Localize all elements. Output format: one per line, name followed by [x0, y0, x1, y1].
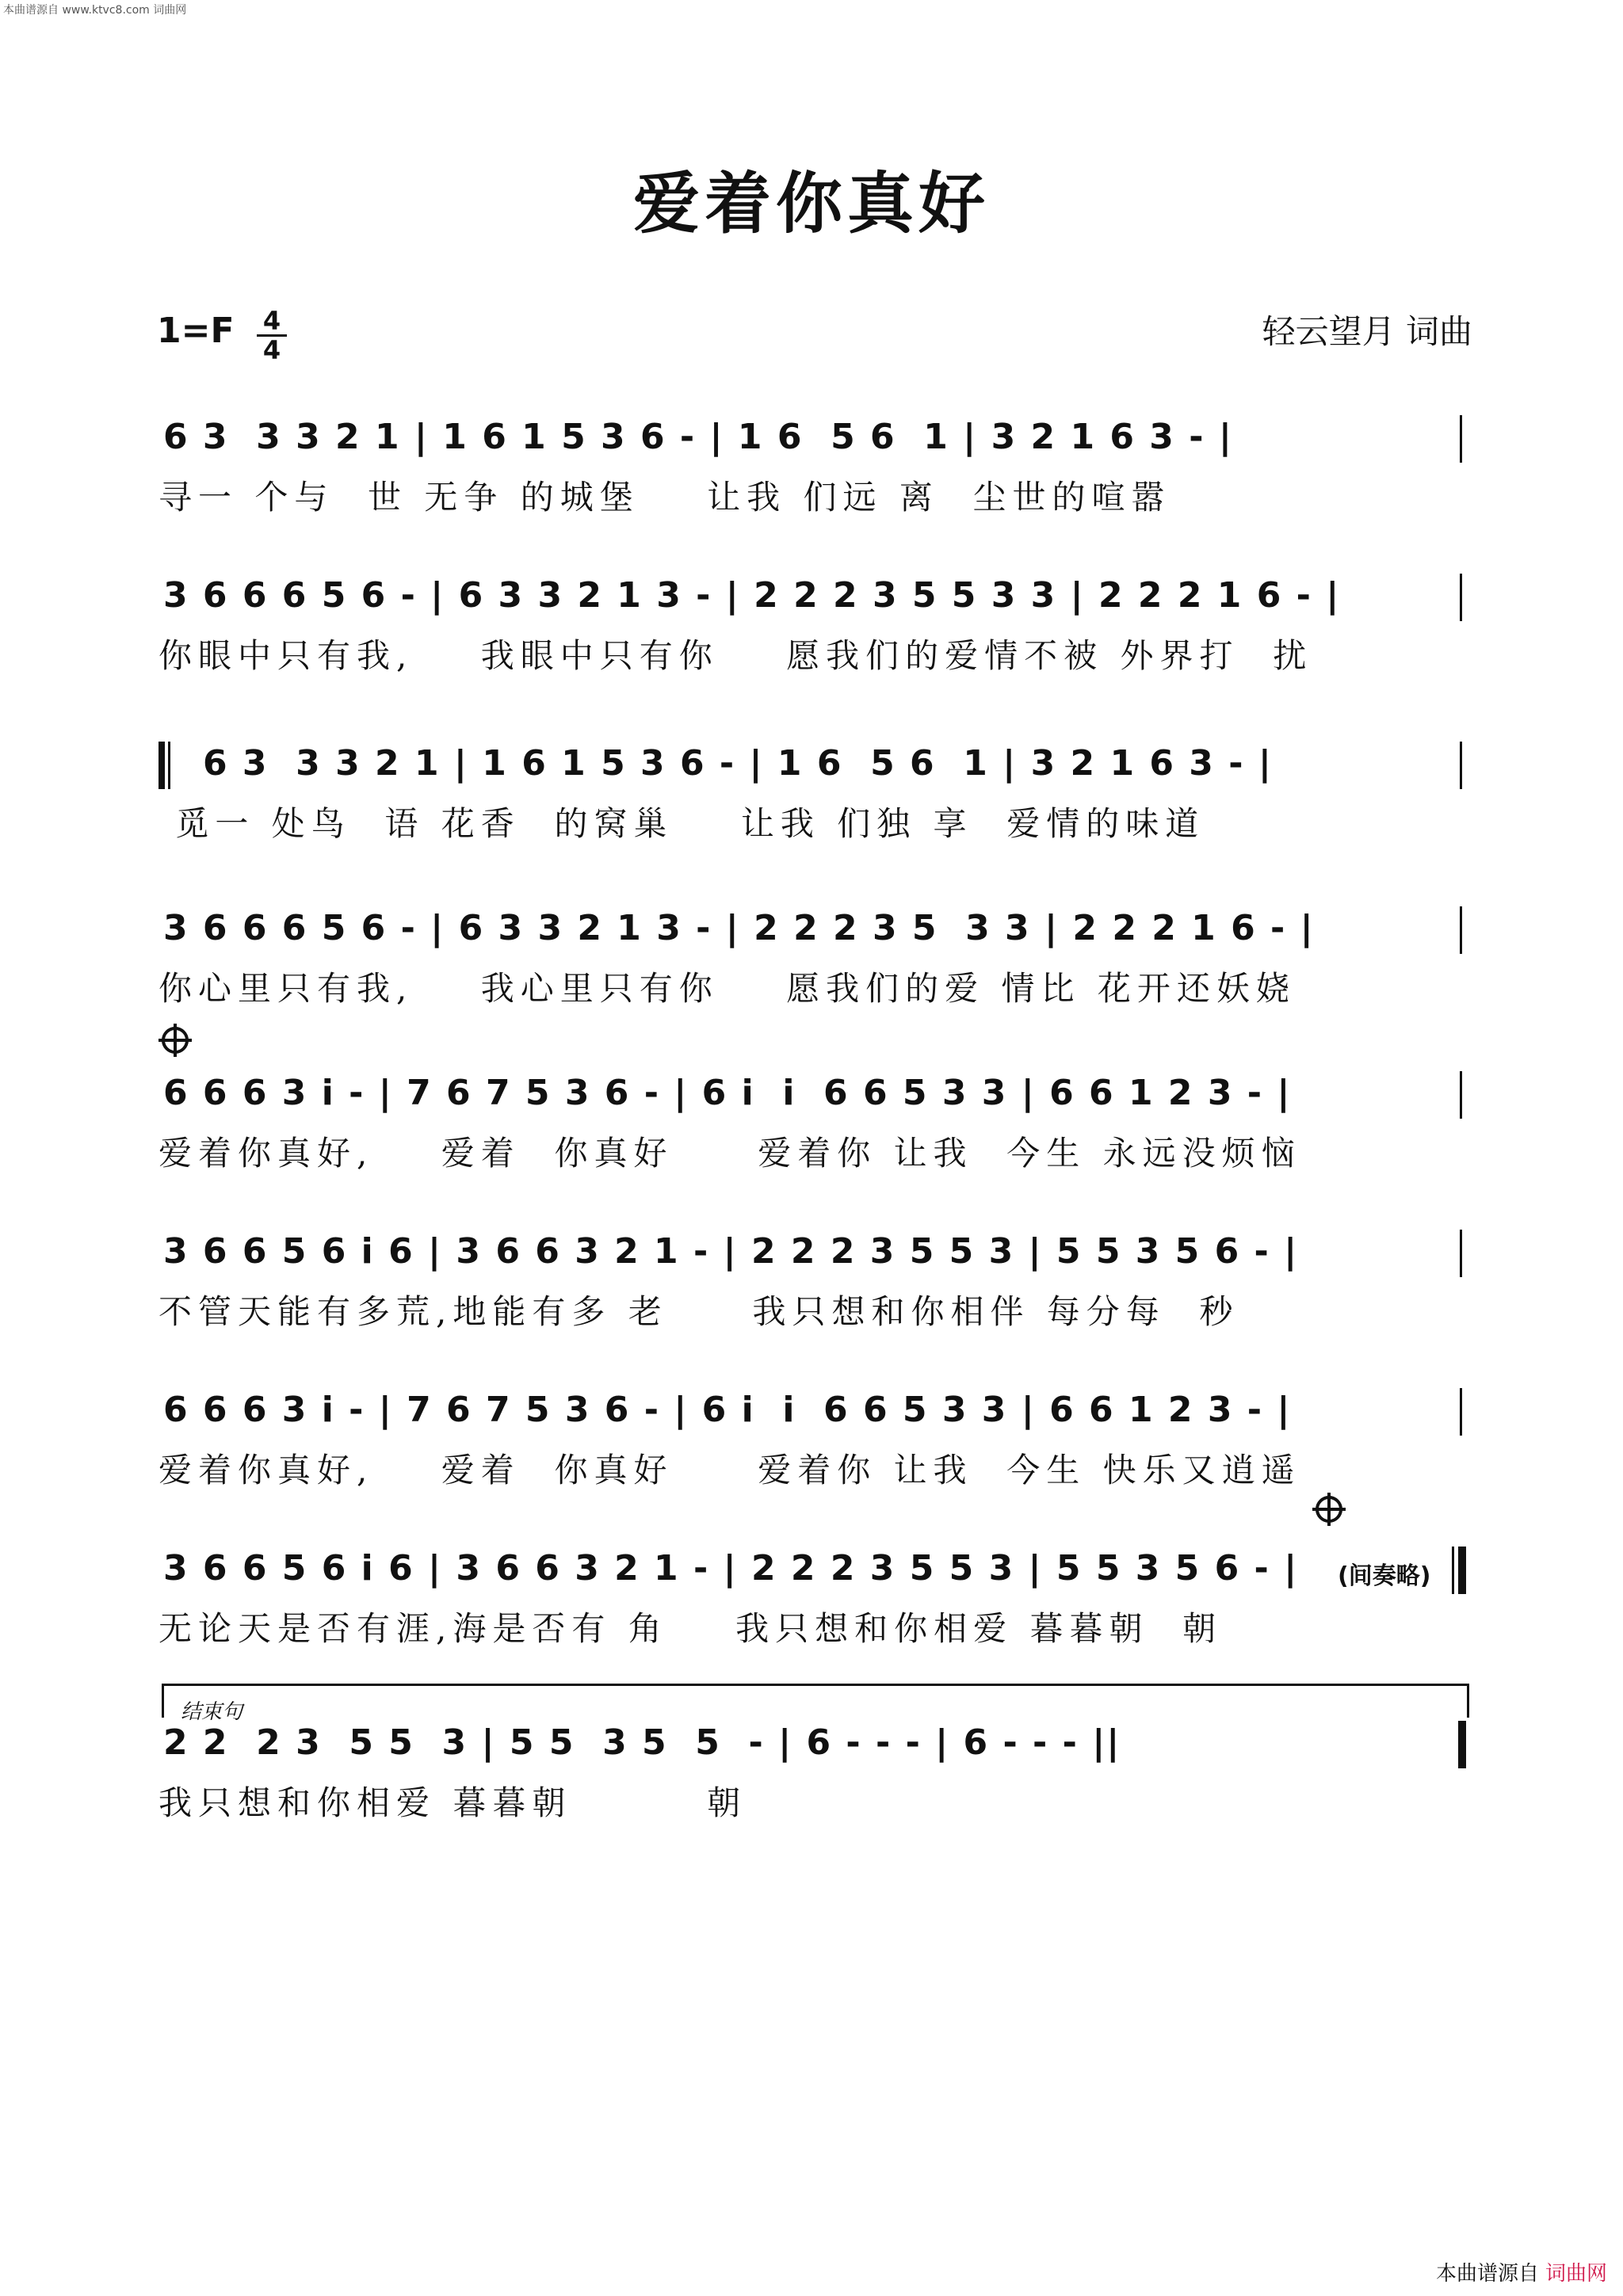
notes-line: 6 6 6 3 i - | 7 6 7 5 3 6 - | 6 i i 6 6 5 3 3 | 6 6 1 2 3 - | [163, 1390, 1292, 1430]
score-system-5 [0, 1068, 1623, 1211]
score-system-9 [0, 1718, 1623, 1860]
notes-line: 6 3 3 3 2 1 | 1 6 1 5 3 6 - | 1 6 5 6 1 | 3 2 1 6 3 - | [203, 743, 1273, 784]
time-signature-bottom: 4 [262, 335, 281, 365]
barline [1460, 1071, 1462, 1119]
score-system-6 [0, 1226, 1623, 1369]
footer-source: 本曲谱源自 [1435, 2262, 1539, 2286]
source-header: 本曲谱源自 www.ktvc8.com 词曲网 [3, 4, 187, 17]
coda-sign [1316, 1496, 1342, 1523]
lyrics-line: 觅一 处鸟 语 花香 的窝巢 让我 们独 享 爱情的味道 [158, 804, 1205, 843]
notes-line: 6 3 3 3 2 1 | 1 6 1 5 3 6 - | 1 6 5 6 1 | 3 2 1 6 3 - | [163, 417, 1233, 457]
time-signature-top: 4 [257, 307, 287, 337]
lyrics-line: 我只想和你相爱 暮暮朝 朝 [158, 1783, 747, 1822]
lyrics-line: 寻一 个与 世 无争 的城堡 让我 们远 离 尘世的喧嚣 [158, 478, 1171, 517]
notes-line: 3 6 6 5 6 i 6 | 3 6 6 3 2 1 - | 2 2 2 3 5 5 3 | 5 5 3 5 6 - | [163, 1548, 1299, 1589]
lyrics-line: 你眼中只有我, 我眼中只有你 愿我们的爱情不被 外界打 扰 [158, 636, 1313, 675]
footer [1436, 2257, 1607, 2286]
coda-sign [162, 1027, 189, 1054]
time-signature [257, 307, 287, 364]
key-signature: 1=F [157, 311, 235, 351]
barline [1460, 574, 1462, 621]
score-system-4 [0, 903, 1623, 1046]
barline [1460, 1388, 1462, 1436]
lyrics-line: 你心里只有我, 我心里只有你 愿我们的爱 情比 花开还妖娆 [158, 969, 1296, 1008]
song-title: 爱着你真好 [632, 164, 990, 242]
barline [1460, 742, 1462, 789]
notes-line: 3 6 6 5 6 i 6 | 3 6 6 3 2 1 - | 2 2 2 3 5 5 3 | 5 5 3 5 6 - | [163, 1231, 1299, 1272]
repeat-end-thick [1458, 1547, 1466, 1594]
repeat-start-sign [158, 742, 178, 789]
barline [1460, 906, 1462, 954]
notes-line: 6 6 6 3 i - | 7 6 7 5 3 6 - | 6 i i 6 6 5 3 3 | 6 6 1 2 3 - | [163, 1073, 1292, 1113]
notes-line: 3 6 6 6 5 6 - | 6 3 3 2 1 3 - | 2 2 2 3 5 3 3 | 2 2 2 1 6 - | [163, 908, 1315, 948]
score-system-7 [0, 1385, 1623, 1527]
ending-bracket [162, 1684, 1469, 1718]
barline [1460, 1230, 1462, 1277]
final-barline [1458, 1721, 1466, 1768]
lyrics-line: 爱着你真好, 爱着 你真好 爱着你 让我 今生 快乐又逍遥 [158, 1451, 1301, 1489]
lyrics-line: 无论天是否有涯,海是否有 角 我只想和你相爱 暮暮朝 朝 [158, 1609, 1223, 1648]
lyrics-line: 爱着你真好, 爱着 你真好 爱着你 让我 今生 永远没烦恼 [158, 1134, 1301, 1173]
repeat-end-thin [1452, 1547, 1454, 1594]
footer-brand: 词曲网 [1545, 2262, 1607, 2286]
credits: 轻云望月 词曲 [1262, 312, 1472, 351]
score-system-8 [0, 1543, 1623, 1686]
score-system-1 [0, 412, 1623, 555]
ending-label: 结束句 [181, 1700, 243, 1724]
score-system-2 [0, 570, 1623, 713]
notes-line: 2 2 2 3 5 5 3 | 5 5 3 5 5 - | 6 - - - | 6 - - - || [163, 1722, 1121, 1763]
notes-line: 3 6 6 6 5 6 - | 6 3 3 2 1 3 - | 2 2 2 3 5 5 3 3 | 2 2 2 1 6 - | [163, 575, 1341, 616]
lyrics-line: 不管天能有多荒,地能有多 老 我只想和你相伴 每分每 秒 [158, 1292, 1239, 1331]
interlude-label: (间奏略) [1338, 1562, 1431, 1590]
barline [1460, 415, 1462, 463]
score-system-3 [0, 738, 1623, 881]
